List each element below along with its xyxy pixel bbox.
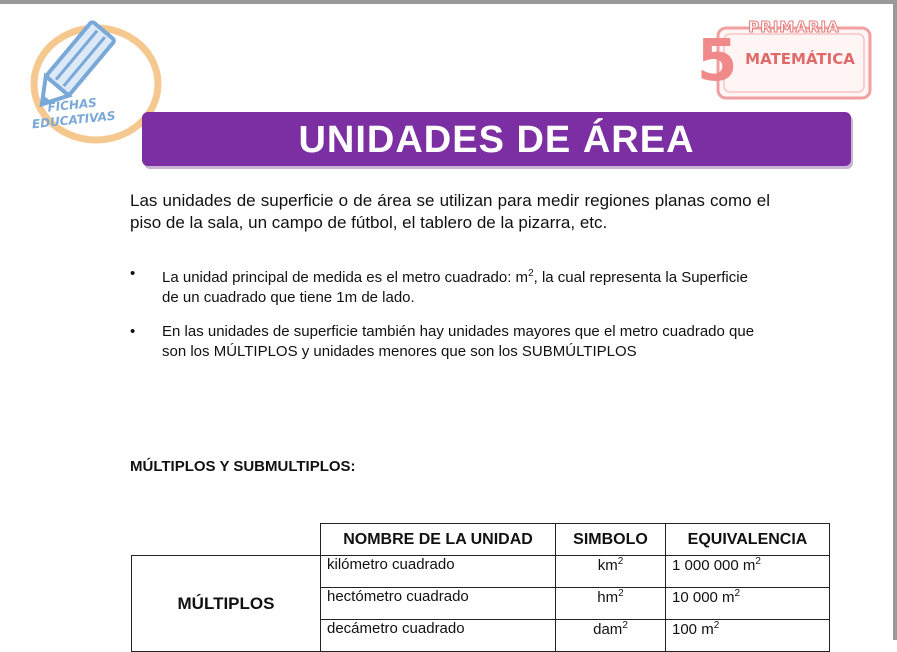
header-unit-name: NOMBRE DE LA UNIDAD	[321, 524, 556, 556]
group-label: MÚLTIPLOS	[132, 556, 321, 652]
unit-equivalence: 10 000 $m^2$	[666, 588, 830, 620]
logo-text: FICHAS EDUCATIVAS	[31, 95, 117, 132]
bullet-text-post: , la cual representa la Superficie de un cuadrado que tiene 1m de lado.	[162, 269, 748, 306]
table-row	[132, 556, 830, 588]
bullet-list	[126, 264, 766, 376]
page-border-right	[893, 0, 897, 640]
unit-symbol: $hm^2$	[556, 588, 666, 620]
table-header-row	[132, 524, 830, 556]
unit-symbol: $km^2$	[556, 556, 666, 588]
unit-equivalence: 1 000 000 $m^2$	[666, 556, 830, 588]
bullet-item	[126, 322, 766, 362]
bullet-text-pre: La unidad principal de medida es el metro cuadrado: m	[162, 269, 529, 286]
page-border-top	[0, 0, 897, 4]
unit-name: kilómetro cuadrado	[321, 556, 556, 588]
bullet-icon: •	[130, 265, 136, 282]
bullet-text: En las unidades de superficie también hay unidades mayores que el metro cuadrado que son los MÚLTIPLOS y unidades menores que son los SUBMÚLTIPLOS	[162, 323, 755, 360]
title-banner	[142, 112, 851, 166]
unit-name: decámetro cuadrado	[321, 620, 556, 652]
page-title: UNIDADES DE ÁREA	[298, 119, 695, 161]
units-table	[131, 523, 830, 652]
badge-level: PRIMARIA	[748, 18, 840, 36]
header-symbol: SIMBOLO	[556, 524, 666, 556]
badge-subject: MATEMÁTICA	[745, 50, 855, 68]
header-equivalence: EQUIVALENCIA	[666, 524, 830, 556]
bullet-exponent: 2	[528, 268, 534, 279]
badge-grade: 5	[697, 26, 738, 94]
section-heading: MÚLTIPLOS Y SUBMULTIPLOS:	[130, 458, 356, 475]
unit-name: hectómetro cuadrado	[321, 588, 556, 620]
bullet-icon: •	[130, 323, 136, 340]
unit-equivalence: 100 $m^2$	[666, 620, 830, 652]
table-corner-blank	[132, 524, 321, 556]
intro-paragraph: Las unidades de superficie o de área se utilizan para medir regiones planas como el piso de la sala, un campo de fútbol, el tablero de la pizarra, etc.	[130, 191, 770, 232]
bullet-item	[126, 264, 766, 308]
unit-symbol: dam$^2$	[556, 620, 666, 652]
